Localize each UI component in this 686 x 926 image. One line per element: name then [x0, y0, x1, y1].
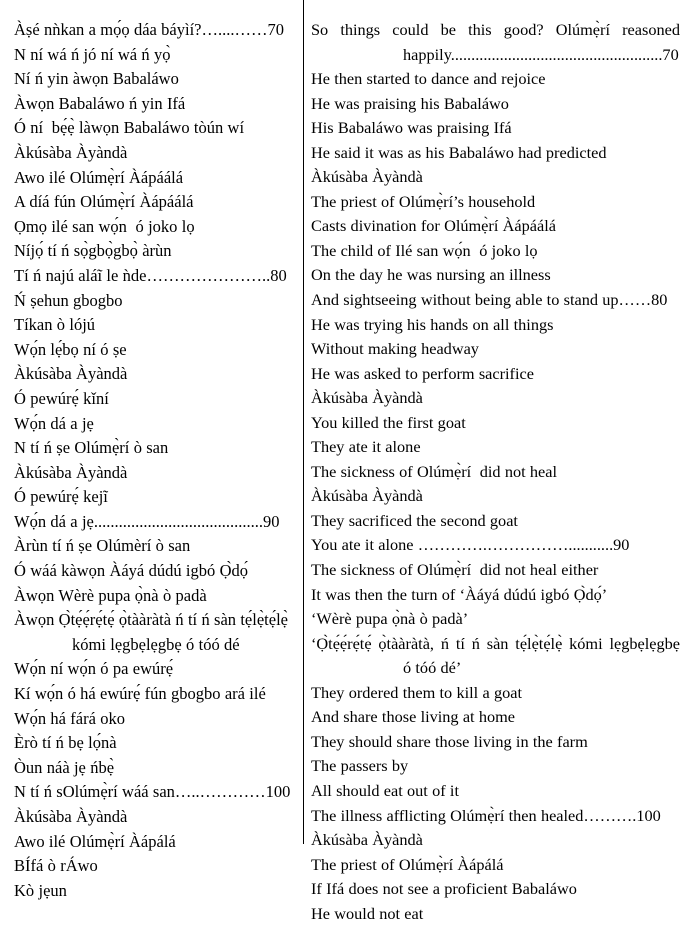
yoruba-verse-line: Àkúsàba Àyàndà	[14, 142, 128, 162]
yoruba-verse-line: Tí ń najú aláĩ le ǹde…………………..80	[14, 265, 287, 285]
yoruba-verse-line: Ó ní bẹ́ẹ̀ làwọn Babaláwo tòún wí	[14, 118, 245, 138]
yoruba-verse-line: kómi lẹgbẹlẹgbẹ ó tóó dé	[72, 634, 240, 654]
english-translation-line: The illness afflicting Olúmẹ̀rí then healed……….100	[311, 805, 661, 825]
yoruba-verse-column	[0, 18, 303, 903]
yoruba-verse-line: Ní ń yin àwọn Babaláwo	[14, 69, 179, 89]
english-translation-line: The child of Ilé san wọ́n ó joko lọ	[311, 240, 538, 260]
english-translation-line: You ate it alone ………….……………...........90	[311, 535, 630, 555]
yoruba-verse-line: A díá fún Olúmẹ̀rí Àápáálá	[14, 192, 194, 212]
yoruba-verse-line: N ní wá ń jó ní wá ń yọ̀	[14, 44, 171, 64]
yoruba-verse-line: Awo ilé Olúmẹ̀rí Àápálá	[14, 831, 176, 851]
english-translation-line: And sightseeing without being able to stand up……80	[311, 290, 668, 310]
yoruba-verse-line: N tí ń ṣe Olúmẹ̀rí ò san	[14, 438, 169, 458]
english-translation-line: ‘Wèrè pupa ọ̀nà ò padà’	[311, 609, 469, 629]
yoruba-verse-line: Níjọ́ tí ń sọ̀gbọ̀gbọ̀ àrùn	[14, 241, 172, 261]
english-translation-line: On the day he was nursing an illness	[311, 265, 551, 285]
yoruba-verse-line: Tíkan ò lójú	[14, 315, 96, 335]
english-translation-line: He was trying his hands on all things	[311, 314, 554, 334]
english-translation-line: The sickness of Olúmẹ̀rí did not heal	[311, 461, 558, 481]
english-translation-line: You killed the first goat	[311, 412, 466, 432]
english-translation-line: Casts divination for Olúmẹ̀rí Àápáálá	[311, 216, 556, 236]
yoruba-verse-line: BÍfá ò rÁwo	[14, 856, 98, 876]
english-translation-line: And share those living at home	[311, 707, 516, 727]
english-translation-line: He was asked to perform sacrifice	[311, 363, 534, 383]
english-translation-column	[304, 18, 686, 926]
english-translation-line: He would not eat	[311, 903, 424, 923]
english-translation-line: They sacrificed the second goat	[311, 510, 518, 530]
yoruba-verse-line: N tí ń sOlúmẹ̀rí wáá san…..…………100	[14, 782, 291, 802]
english-translation-line: If Ifá does not see a proficient Babaláwo	[311, 879, 577, 899]
yoruba-verse-line: Kí wọ́n ó há ewúrẹ́ fún gbogbo ará ilé	[14, 684, 266, 704]
english-translation-line: happily....................................................70	[403, 44, 679, 64]
yoruba-verse-line: Èrò tí ń bẹ lọ́nà	[14, 733, 117, 753]
english-translation-line: The sickness of Olúmẹ̀rí did not heal either	[311, 560, 599, 580]
yoruba-verse-line: Wọ́n dá a jẹ	[14, 413, 94, 433]
english-translation-line: So things could be this good? Olúmẹ̀rí reasoned	[311, 20, 680, 39]
english-translation-line: They ordered them to kill a goat	[311, 682, 522, 702]
english-translation-line: They should share those living in the farm	[311, 731, 588, 751]
yoruba-verse-line: Àkúsàba Àyàndà	[14, 364, 128, 384]
english-translation-line: He said it was as his Babaláwo had predicted	[311, 142, 607, 162]
english-translation-line: Àkúsàba Àyàndà	[311, 486, 423, 506]
english-translation-line: The priest of Olúmẹ̀rí Àápálá	[311, 854, 504, 874]
yoruba-verse-line: Àwọn Babaláwo ń yin Ifá	[14, 93, 186, 113]
yoruba-verse-line: Àkúsàba Àyàndà	[14, 462, 128, 482]
yoruba-verse-line: Wọ́n lẹ́bọ ní ó ṣe	[14, 339, 127, 359]
english-translation-line: He then started to dance and rejoice	[311, 69, 546, 89]
yoruba-verse-line: Wọ́n há fárá oko	[14, 708, 126, 728]
english-translation-line: ‘Ọ̀tẹ́ẹ́rẹ́tẹ́ ọ̀tààràtà, ń tí ń sàn tẹ́lẹ̀tẹ́lẹ̀ kómi lẹgbẹlẹgbẹ	[311, 633, 680, 653]
english-translation-line: All should eat out of it	[311, 780, 459, 800]
yoruba-verse-line: Àwọn Wèrè pupa ọ̀nà ò padà	[14, 585, 207, 605]
yoruba-verse-line: Àṣé nǹkan a mọ́ọ dáa báyìí?…....……70	[14, 20, 284, 39]
yoruba-verse-line: Àrùn tí ń ṣe Olúmèrí ò san	[14, 536, 191, 556]
yoruba-verse-line: Àkúsàba Àyàndà	[14, 807, 128, 826]
yoruba-verse-line: Ó pewúrẹ́ kejĩ	[14, 487, 108, 507]
yoruba-verse-line: Wọ́n ní wọ́n ó pa ewúrẹ́	[14, 659, 174, 679]
english-translation-line: The priest of Olúmẹ̀rí’s household	[311, 191, 536, 211]
yoruba-verse-line: Ọmọ ilé san wọ́n ó joko lọ	[14, 216, 195, 236]
yoruba-verse-line: Awo ilé Olúmẹ̀rí Àápáálá	[14, 167, 184, 187]
english-translation-line: Without making headway	[311, 339, 479, 359]
english-translation-line: Àkúsàba Àyàndà	[311, 830, 423, 850]
yoruba-verse-line: Ó wáá kàwọn Àáyá dúdú igbó Ọ̀dọ́	[14, 561, 248, 581]
yoruba-verse-line: Ó pewúrẹ́ kǐní	[14, 388, 109, 408]
english-translation-line: Àkúsàba Àyàndà	[311, 167, 423, 187]
english-translation-line: The passers by	[311, 756, 409, 776]
yoruba-verse-line: Àwọn Ọ̀tẹ́ẹ́rẹ́tẹ́ ọ̀tààràtà ń tí ń sàn tẹ́lẹ̀tẹ́lẹ̀	[14, 610, 288, 630]
yoruba-verse-line: Kò jẹun	[14, 880, 67, 900]
english-translation-line: It was then the turn of ‘Àáyá dúdú igbó Ọ̀dọ́’	[311, 584, 608, 604]
english-translation-line: He was praising his Babaláwo	[311, 93, 509, 113]
english-translation-line: They ate it alone	[311, 437, 421, 457]
english-translation-line: ó tóó dé’	[403, 658, 462, 678]
yoruba-verse-line: Ń ṣehun gbogbo	[14, 290, 123, 310]
english-translation-line: Àkúsàba Àyàndà	[311, 388, 423, 408]
yoruba-verse-line: Wọ́n dá a jẹ.........................................90	[14, 511, 280, 531]
english-translation-line: His Babaláwo was praising Ifá	[311, 118, 512, 138]
yoruba-verse-line: Òun náà jẹ ńbẹ̀	[14, 757, 115, 777]
